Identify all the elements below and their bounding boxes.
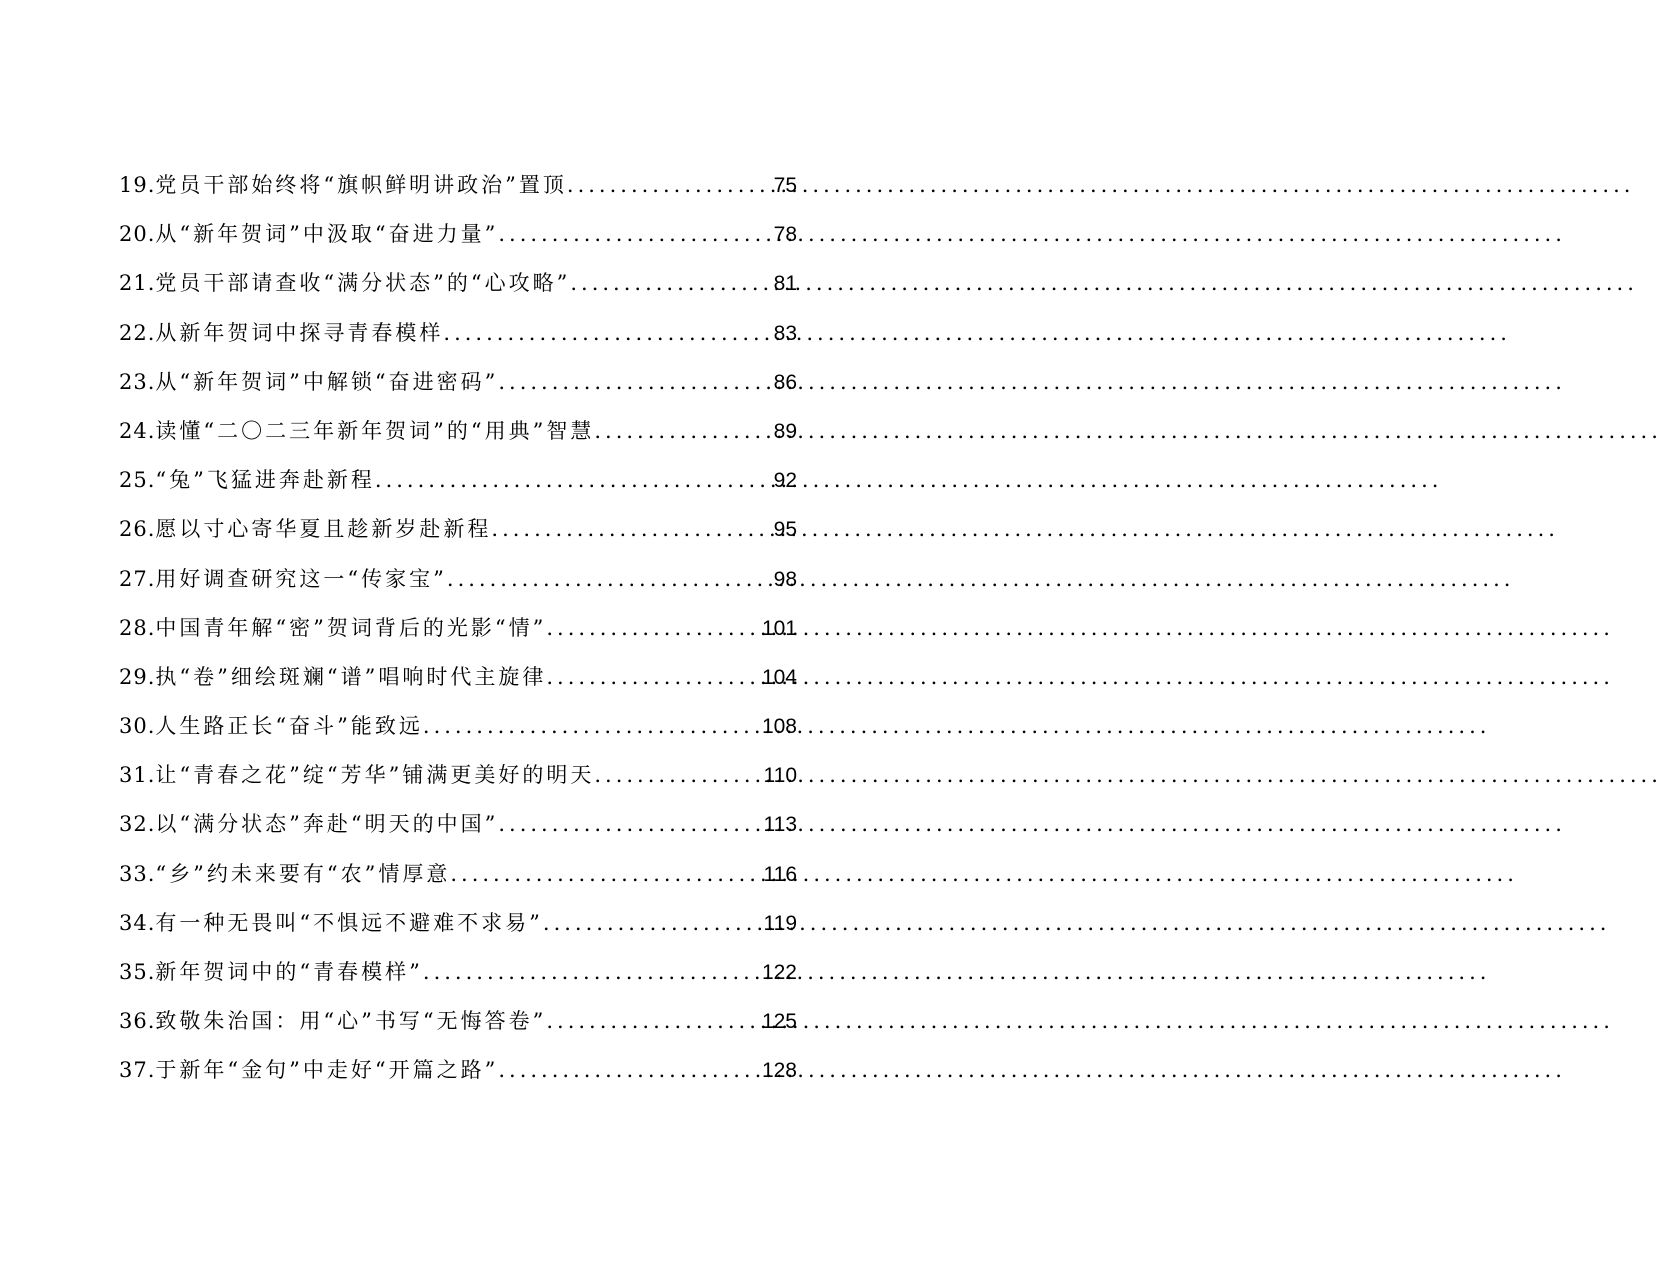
toc-dot-leader — [594, 407, 773, 456]
toc-dot-leader — [594, 751, 763, 800]
toc-entry-title: 党员干部始终将“旗帜鲜明讲政治”置顶 — [155, 173, 567, 197]
toc-dot-leader — [498, 358, 773, 407]
toc-entry-number: 23. — [119, 369, 156, 394]
toc-entry-title: 有一种无畏叫“不惧远不避难不求易” — [155, 910, 543, 935]
toc-entry[interactable] — [119, 407, 797, 456]
toc-entry-page-number: 119 — [763, 911, 797, 935]
toc-entry-number: 36. — [119, 1009, 156, 1034]
toc-entry-number: 33. — [119, 861, 156, 886]
toc-entry-title: 新年贺词中的“青春模样” — [155, 960, 423, 984]
toc-entry-page-number: 95 — [773, 518, 797, 542]
toc-entry[interactable] — [119, 555, 797, 604]
toc-entry-title: 以“满分状态”奔赴“明天的中国” — [155, 812, 499, 837]
toc-entry[interactable] — [119, 309, 797, 358]
toc-dot-leader — [543, 899, 764, 948]
toc-entry-number: 30. — [119, 714, 156, 739]
toc-dot-leader — [570, 259, 773, 308]
toc-dot-leader — [450, 850, 763, 899]
toc-entry-number: 25. — [119, 468, 156, 493]
toc-entry-number: 37. — [119, 1058, 156, 1083]
toc-entry-page-number: 108 — [761, 715, 797, 739]
toc-entry-number: 35. — [119, 960, 156, 984]
toc-entry[interactable] — [119, 505, 797, 554]
toc-entry-title: 从“新年贺词”中汲取“奋进力量” — [155, 222, 499, 247]
toc-entry[interactable] — [119, 948, 797, 997]
toc-entry-page-number: 104 — [761, 665, 797, 689]
toc-entry-page-number: 78 — [773, 223, 797, 247]
toc-dot-leader — [546, 997, 762, 1046]
toc-entry-number: 28. — [119, 615, 156, 640]
toc-entry-page-number: 101 — [761, 616, 797, 640]
toc-entry-number: 32. — [119, 812, 156, 837]
toc-entry[interactable] — [119, 259, 797, 308]
toc-dot-leader — [567, 161, 774, 210]
toc-entry-title: 读懂“二〇二三年新年贺词”的“用典”智慧 — [155, 418, 595, 443]
toc-entry-number: 19. — [119, 173, 156, 197]
toc-entry-title: 致敬朱治国：用“心”书写“无悔答卷” — [155, 1009, 547, 1034]
toc-entry[interactable] — [119, 604, 797, 653]
toc-dot-leader — [491, 505, 773, 554]
toc-entry-number: 24. — [119, 418, 156, 443]
toc-entry-number: 26. — [119, 517, 156, 542]
toc-entry-title: 中国青年解“密”贺词背后的光影“情” — [155, 615, 547, 640]
toc-dot-leader — [423, 702, 762, 751]
toc-entry-title: 党员干部请查收“满分状态”的“心攻略” — [155, 271, 571, 296]
toc-entry-page-number: 125 — [761, 1010, 797, 1034]
toc-entry-title: 从“新年贺词”中解锁“奋进密码” — [155, 369, 499, 394]
toc-entry-page-number: 113 — [763, 813, 797, 837]
toc-dot-leader — [375, 456, 774, 505]
toc-entry[interactable] — [119, 1046, 797, 1095]
toc-entry-title: 执“卷”细绘斑斓“谱”唱响时代主旋律 — [155, 664, 547, 689]
toc-dot-leader — [498, 210, 773, 259]
toc-entry-page-number: 128 — [761, 1059, 797, 1083]
toc-entry-page-number: 98 — [773, 567, 797, 591]
toc-entry[interactable] — [119, 456, 797, 505]
toc-entry-number: 21. — [119, 271, 156, 296]
toc-dot-leader — [498, 1046, 762, 1095]
toc-entry[interactable] — [119, 850, 797, 899]
toc-entry-title: “乡”约未来要有“农”情厚意 — [155, 861, 451, 886]
toc-entry[interactable] — [119, 997, 797, 1046]
toc-entry-page-number: 122 — [761, 961, 797, 984]
toc-entry[interactable] — [119, 358, 797, 407]
table-of-contents — [119, 161, 797, 1096]
toc-dot-leader — [546, 653, 762, 702]
toc-entry[interactable] — [119, 161, 797, 210]
toc-entry-page-number: 81 — [773, 272, 797, 296]
toc-dot-leader — [443, 309, 773, 358]
toc-entry-title: 愿以寸心寄华夏且趁新岁赴新程 — [155, 517, 492, 542]
toc-entry-number: 29. — [119, 664, 156, 689]
toc-entry-number: 22. — [119, 320, 156, 345]
toc-entry-number: 31. — [119, 763, 156, 788]
toc-dot-leader — [498, 800, 763, 849]
toc-entry-page-number: 75 — [773, 174, 797, 197]
toc-entry-page-number: 116 — [763, 862, 797, 886]
toc-entry-number: 34. — [119, 910, 156, 935]
toc-entry-title: 人生路正长“奋斗”能致远 — [155, 714, 423, 739]
toc-entry-title: 于新年“金句”中走好“开篇之路” — [155, 1058, 499, 1083]
toc-entry[interactable] — [119, 899, 797, 948]
toc-entry-page-number: 86 — [773, 370, 797, 394]
toc-dot-leader — [423, 948, 762, 997]
toc-entry-number: 27. — [119, 566, 156, 591]
toc-dot-leader — [546, 604, 762, 653]
toc-entry[interactable] — [119, 210, 797, 259]
toc-entry-title: 从新年贺词中探寻青春模样 — [155, 320, 444, 345]
toc-entry-page-number: 89 — [773, 419, 797, 443]
toc-entry-title: 让“青春之花”绽“芳华”铺满更美好的明天 — [155, 763, 595, 788]
toc-entry-number: 20. — [119, 222, 156, 247]
toc-entry[interactable] — [119, 800, 797, 849]
toc-entry-title: “兔”飞猛进奔赴新程 — [155, 468, 375, 493]
toc-dot-leader — [447, 555, 774, 604]
toc-entry-title: 用好调查研究这一“传家宝” — [155, 566, 447, 591]
toc-entry[interactable] — [119, 751, 797, 800]
toc-entry-page-number: 92 — [773, 469, 797, 493]
toc-entry[interactable] — [119, 653, 797, 702]
toc-entry-page-number: 110 — [763, 764, 797, 788]
toc-entry[interactable] — [119, 702, 797, 751]
toc-entry-page-number: 83 — [773, 321, 797, 345]
